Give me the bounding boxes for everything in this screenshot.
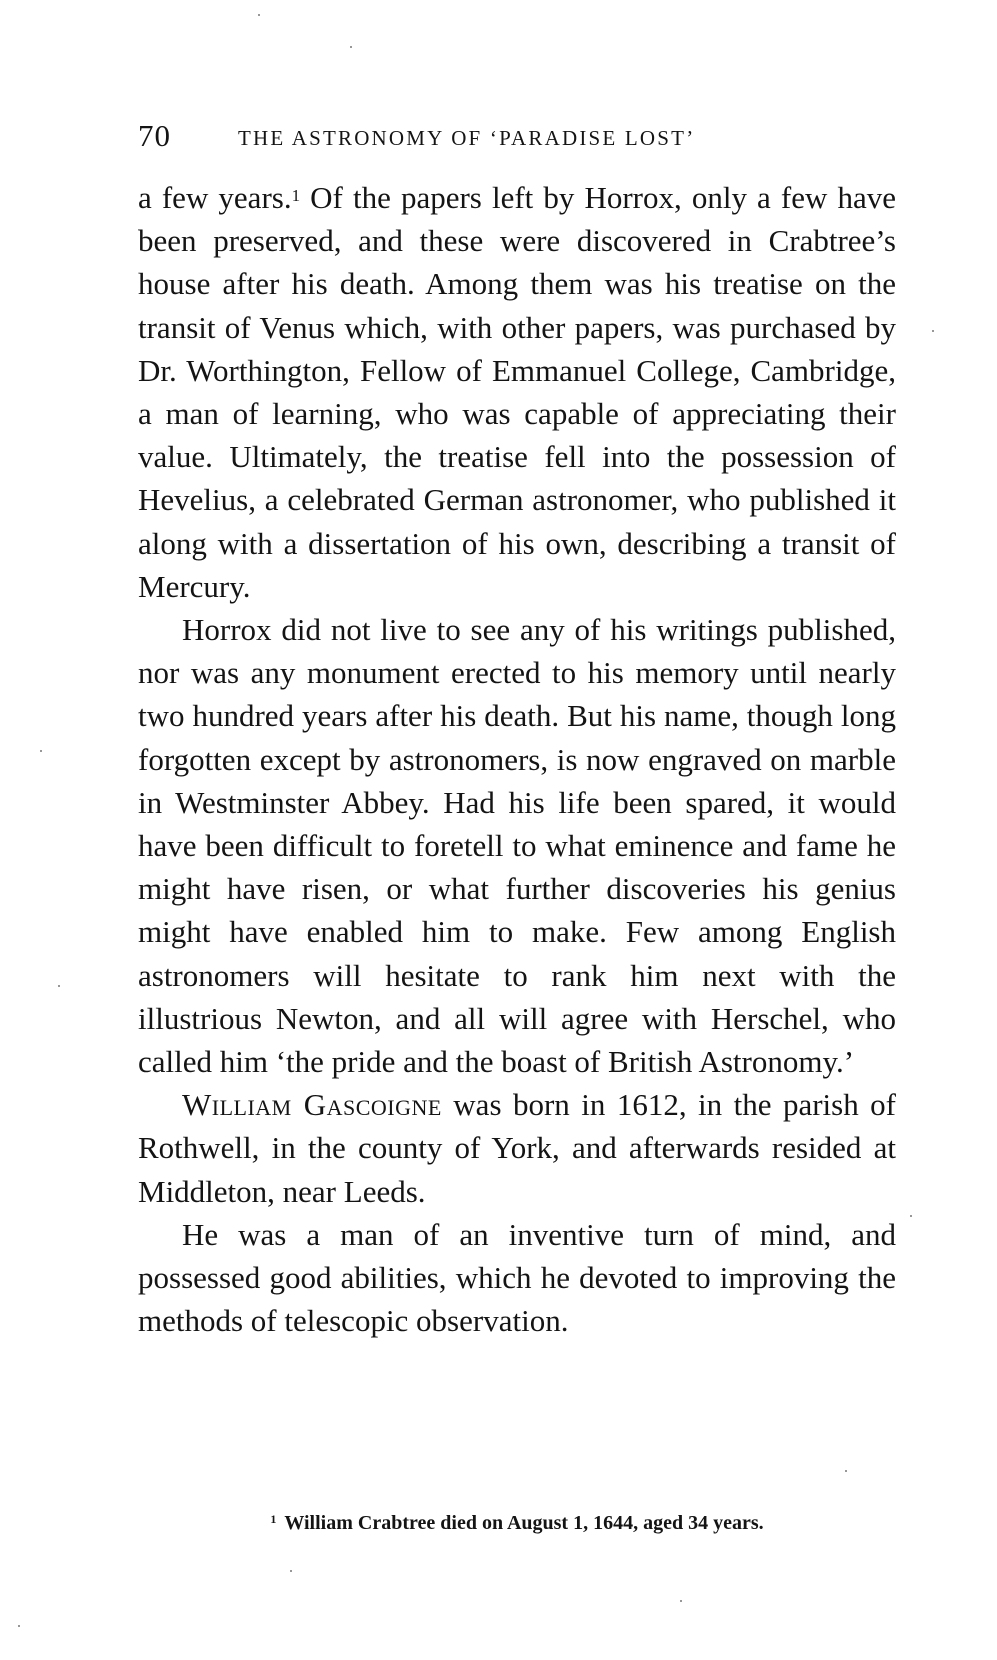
paper-speck	[290, 1570, 292, 1572]
footnote-mark: 1	[270, 1512, 277, 1526]
body-text	[138, 176, 896, 1342]
paper-speck	[350, 46, 352, 48]
page-number: 70	[138, 118, 171, 153]
paragraph-2: Horrox did not live to see any of his writings published, nor was any monument erected to his memory until nearly two hundred years after his death. But his name, though long forgotten except by astronomers, is now engraved on marble in Westminster Abbey. Had his life been spared, it would have been difficult to foretell to what eminence and fame he might have risen, or what further discoveries his genius might have enabled him to make. Few among English astronomers will hesitate to rank him next with the illustrious Newton, and all will agree with Herschel, who called him ‘the pride and the boast of British Astronomy.’	[138, 612, 896, 1080]
paragraph-1-text-start: a few years.	[138, 180, 292, 215]
paper-speck	[258, 14, 260, 16]
page-header	[138, 118, 898, 158]
paper-speck	[932, 330, 934, 332]
footnote	[138, 1512, 896, 1535]
paper-speck	[58, 985, 60, 987]
paragraph-1	[138, 176, 896, 608]
paper-speck	[40, 750, 42, 752]
paper-speck	[18, 1625, 20, 1627]
running-title: THE ASTRONOMY OF ‘PARADISE LOST’	[238, 126, 696, 150]
paper-speck	[910, 1215, 912, 1217]
footnote-text: William Crabtree died on August 1, 1644, aged 34 years.	[284, 1512, 764, 1534]
paragraph-1-text-rest: Of the papers left by Horrox, only a few have been preserved, and these were discovered in Crabtree’s house after his death. Among them was his treatise on the transit of Venus which, with other papers, was purchased by Dr. Worthington, Fellow of Emmanuel College, Cambridge, a man of learning, who was capable of appreciating their value. Ultimately, the treatise fell into the possession of Hevelius, a celebrated German astronomer, who published it along with a dissertation of his own, describing a transit of Mercury.	[138, 180, 896, 604]
footnote-reference: 1	[291, 186, 301, 205]
person-name: William Gascoigne	[182, 1087, 442, 1123]
paper-speck	[680, 1600, 682, 1602]
paragraph-3-text: was born in 1612, in the parish of Rothwell, in the county of York, and afterwards resided at Middleton, near Leeds.	[138, 1087, 897, 1209]
paragraph-3	[138, 1083, 896, 1213]
paragraph-4: He was a man of an inventive turn of mind, and possessed good abilities, which he devoted to improving the methods of telescopic observation.	[138, 1216, 896, 1339]
paper-speck	[845, 1470, 847, 1472]
